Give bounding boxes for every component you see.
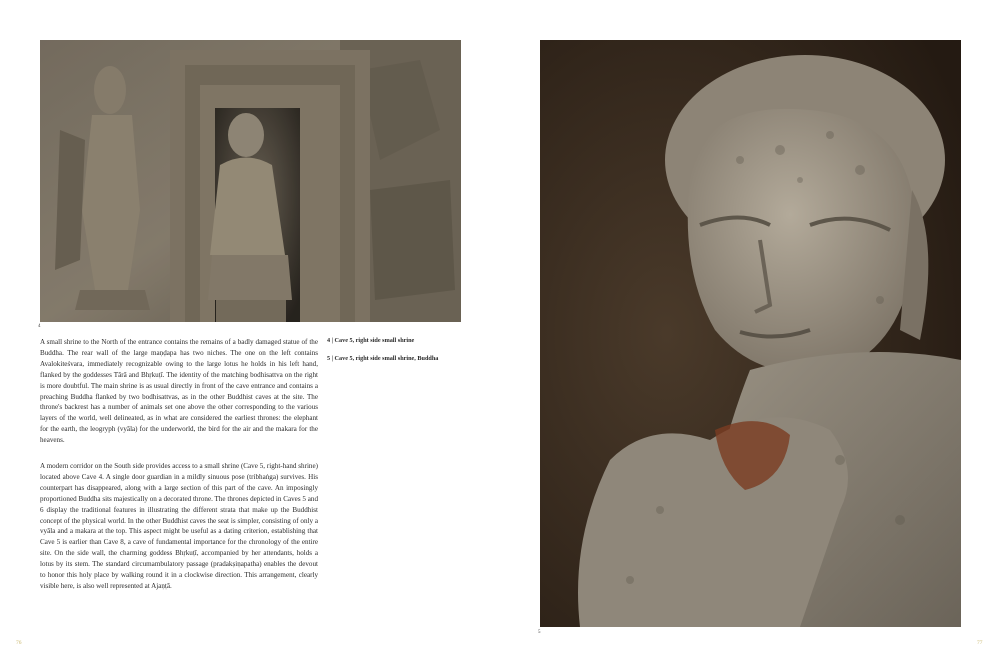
paragraph-text: A small shrine to the North of the entrance contains the remains of a badly damaged statue of the Buddha. The rear wall of the large maṇḍapa has two niches. The one on the left contains Avalokiteśvara, immediately recognizable owing to the large lotus he holds in his left hand, flanked by the goddesses Tārā and Bhṛkuṭī. The identity of the matching bodhisattva on the right is more doubtful. The main shrine is as usual directly in front of the cave entrance and contains a preaching Buddha flanked by two bodhisattvas, as in the other Buddhist caves at the site. The throne's backrest has a number of animals set one above the other corresponding to the various layers of the world, well delineated, as in what are considered the earliest thrones: the elephant for the earth, the leogryph (vyāla) for the underworld, the bird for the air and the makara for the heavens. <box>40 338 318 445</box>
caption-figure-5: 5 | Cave 5, right side small shrine, Buddha <box>327 355 439 362</box>
caption-figure-4: 4 | Cave 5, right side small shrine <box>327 337 415 344</box>
photo-cave5-shrine <box>40 40 461 322</box>
body-paragraph <box>40 337 318 446</box>
photo-buddha-closeup <box>540 40 961 627</box>
figure-number-4: 4 <box>38 324 41 329</box>
paragraph-text: A modern corridor on the South side provides access to a small shrine (Cave 5, right-hand shrine) located above Cave 4. A single door guardian in a mildly sinuous pose (tribhaṅga) survives. His counterpart has disappeared, along with a large section of this part of the cave. An imposingly proportioned Buddha sits majestically on a decorated throne. The thrones depicted in Caves 5 and 6 display the traditional features in illustrating the different strata that make up the Buddhist concept of the physical world. In the other Buddhist caves the seat is simpler, consisting of only a vyāla and a makara at the top. This aspect might be useful as a dating criterion, establishing that Cave 5 is earlier than Cave 8, a cave of fundamental importance for the chronology of the entire site. On the side wall, the charming goddess Bhṛkuṭī, accompanied by her attendants, holds a lotus by its stem. The standard circumambulatory passage (pradakṣiṇapatha) enables the devout to honor this holy place by walking round it in a clockwise direction. This arrangement, clearly visible here, is also well represented at Ajaṇṭā. <box>40 462 318 590</box>
page-number-left: 76 <box>16 640 22 646</box>
figure-number-5: 5 <box>538 630 541 635</box>
body-paragraph <box>40 461 318 592</box>
page-number-right: 77 <box>977 640 983 646</box>
